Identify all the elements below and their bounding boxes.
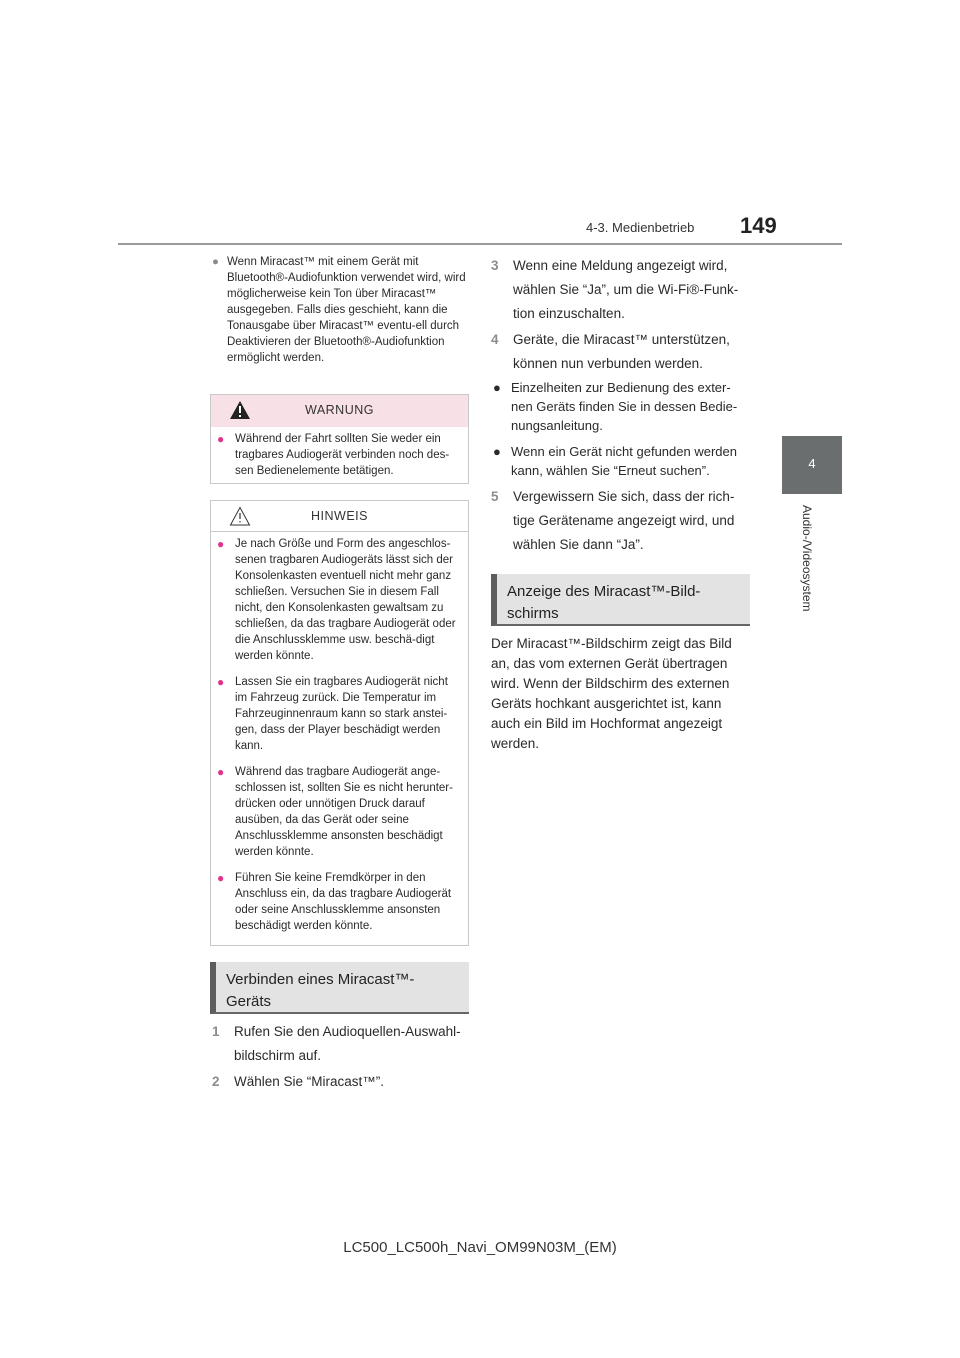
warning-item: ● Während der Fahrt sollten Sie weder ein tragbares Audiogerät verbinden noch des-sen Bedienelemente betätigen. [217,432,450,477]
note-bullet [212,254,470,366]
step-item [491,328,751,376]
notice-title: HINWEIS [311,509,368,523]
bullet-icon: ● [217,537,225,551]
notice-item: ● Führen Sie keine Fremdkörper in den Anschluss ein, da das tragbare Audiogerät oder seine Anschlussklemme ansonsten beschädigt werden könnte. [217,871,452,932]
warning-title: WARNUNG [304,403,374,417]
step-item [491,485,751,557]
step-text: Wenn eine Meldung angezeigt wird, wählen Sie “Ja”, um die Wi-Fi®-Funk-tion einzuschalten. [513,258,739,321]
bullet-icon: ● [493,444,501,459]
notice-item: ● Je nach Größe und Form des angeschlos-senen tragbaren Audiogeräts lässt sich der Konsolenkasten eventuell nicht mehr ganz schließen. Versuchen Sie in diesem Fall nicht, den Konsolenkasten gewaltsam zu schließen, da das tragbare Audiogerät oder die Anschlussklemme usw. beschä-digt werden könnte. [217,537,456,662]
footer-code: LC500_LC500h_Navi_OM99N03M_(EM) [343,1239,617,1256]
step-number: 1 [212,1024,220,1039]
bullet-icon: ● [212,256,219,268]
step-number: 5 [491,489,499,504]
bullet-icon: ● [217,675,225,689]
section-heading-display: Anzeige des Miracast™-Bild-schirms [491,574,750,626]
info-bullet: ● Wenn ein Gerät nicht gefunden werden kann, wählen Sie “Erneut suchen”. [493,444,737,478]
warning-header [211,395,468,427]
notice-item: ● Lassen Sie ein tragbares Audiogerät nicht im Fahrzeug zurück. Die Temperatur im Fahrzeuginnenraum kann so stark anstei-gen, dass der Player beschädigt werden kann. [217,675,448,752]
step-text: Rufen Sie den Audioquellen-Auswahl-bildschirm auf. [234,1024,461,1063]
notice-item: ● Während das tragbare Audiogerät ange-schlossen ist, sollten Sie es nicht herunter-drücken oder unnötigen Druck darauf ausüben, da das Gerät oder seine Anschlussklemme ansonsten beschädigt werden könnte. [217,765,453,858]
header-divider [118,243,842,245]
step-text: Vergewissern Sie sich, dass der rich-tige Gerätename angezeigt wird, und wählen Sie dann “Ja”. [513,489,735,552]
notice-box [210,500,469,946]
step-number: 3 [491,258,499,273]
page-number: 149 [740,213,777,238]
step-number: 4 [491,332,499,347]
section-heading-connect: Verbinden eines Miracast™-Geräts [210,962,469,1014]
step-item [212,1070,472,1094]
notice-header [211,501,468,532]
header-section-title: 4-3. Medienbetrieb [586,220,695,235]
bullet-icon: ● [217,765,225,779]
chapter-number: 4 [808,456,816,471]
chapter-title: Audio-/Videosystem [800,505,814,612]
warning-box [210,394,469,484]
step-text: Geräte, die Miracast™ unterstützen, können nun verbunden werden. [513,332,730,371]
step-item [491,254,751,326]
info-bullet: ● Einzelheiten zur Bedienung des exter-nen Geräts finden Sie in dessen Bedie-nungsanleitung. [493,380,738,433]
bullet-icon: ● [217,432,225,446]
bullet-icon: ● [493,380,501,395]
step-number: 2 [212,1074,220,1089]
note-bullet-text: Wenn Miracast™ mit einem Gerät mit Bluetooth®-Audiofunktion verwendet wird, wird möglicherweise kein Ton über Miracast™ ausgegeben. Falls dies geschieht, kann die Tonausgabe über Miracast™ eventu-ell durch Deaktivieren der Bluetooth®-Audiofunktion ermöglicht werden. [227,256,466,364]
step-item [212,1020,472,1068]
bullet-icon: ● [217,871,225,885]
step-text: Wählen Sie “Miracast™”. [234,1074,385,1089]
section-body-text: Der Miracast™-Bildschirm zeigt das Bild an, das vom externen Gerät übertragen wird. Wenn der Bildschirm des externen Geräts hochkant ausgerichtet ist, kann auch ein Bild im Hochformat angezeigt werden. [491,636,732,751]
